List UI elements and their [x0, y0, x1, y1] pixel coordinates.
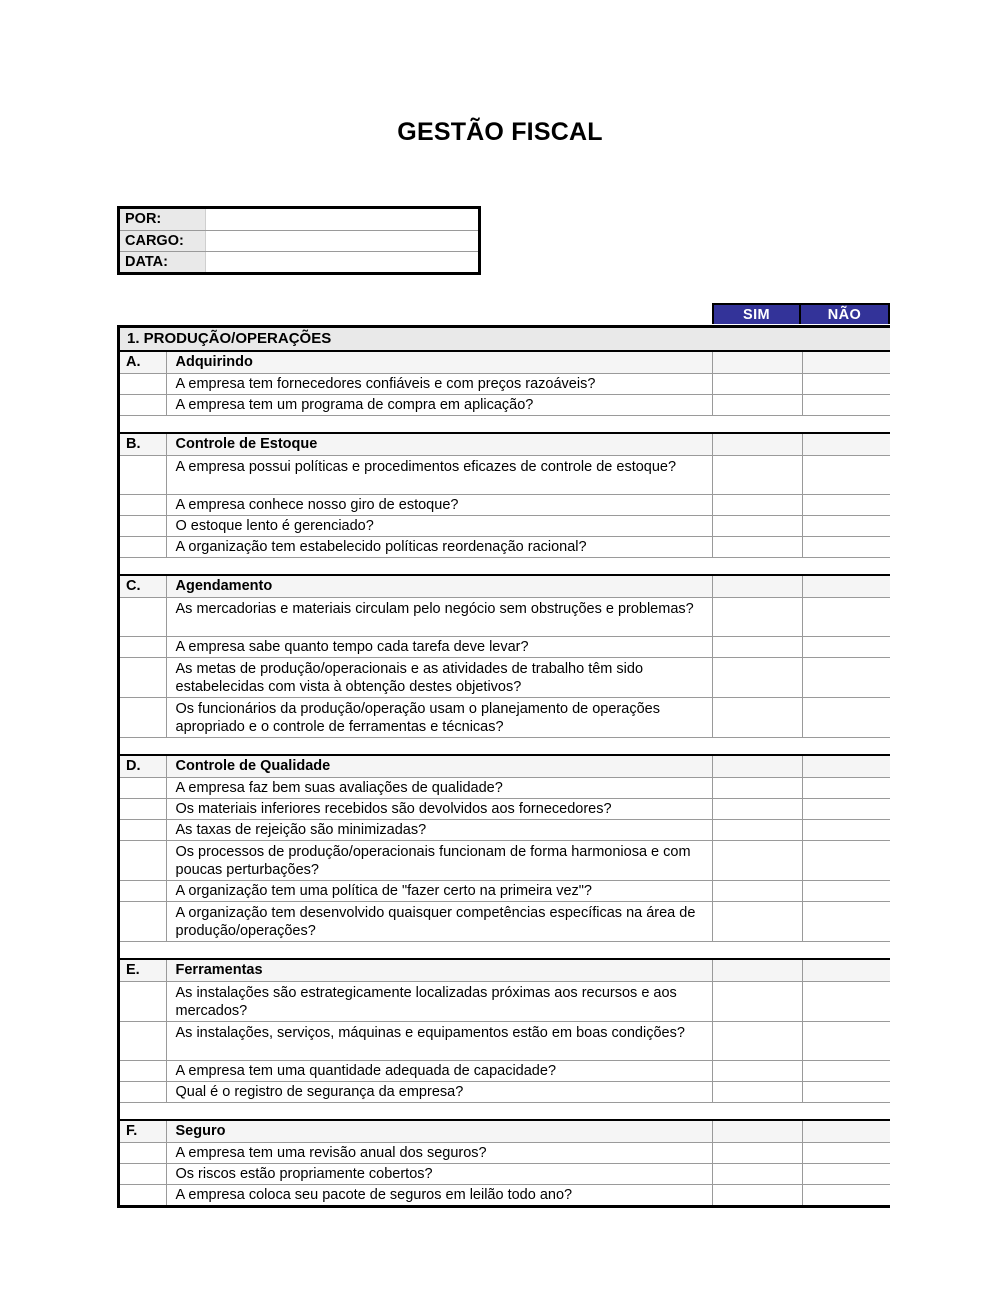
question-letter-cell — [120, 455, 166, 494]
answer-nao-checkbox[interactable] — [802, 880, 890, 901]
subsection-letter: B. — [120, 433, 166, 455]
answer-nao-checkbox[interactable] — [802, 373, 890, 394]
question-text: A empresa conhece nosso giro de estoque? — [166, 494, 712, 515]
question-letter-cell — [120, 1081, 166, 1102]
answer-nao-checkbox[interactable] — [802, 657, 890, 697]
answer-nao-checkbox[interactable] — [802, 1021, 890, 1060]
checklist-body — [120, 328, 890, 1205]
subsection-letter: C. — [120, 575, 166, 597]
answer-header-sim: SIM — [714, 305, 801, 324]
answer-nao-checkbox[interactable] — [802, 515, 890, 536]
subsection-nao-cell[interactable] — [802, 959, 890, 981]
spacer-cell — [120, 557, 890, 575]
answer-sim-checkbox[interactable] — [712, 901, 802, 941]
question-text: As instalações, serviços, máquinas e equipamentos estão em boas condições? — [166, 1021, 712, 1060]
question-row — [120, 536, 890, 557]
question-row — [120, 455, 890, 494]
answer-nao-checkbox[interactable] — [802, 536, 890, 557]
answer-sim-checkbox[interactable] — [712, 515, 802, 536]
subsection-sim-cell[interactable] — [712, 351, 802, 373]
question-text: A empresa tem uma revisão anual dos seguros? — [166, 1142, 712, 1163]
answer-sim-checkbox[interactable] — [712, 819, 802, 840]
question-row — [120, 1142, 890, 1163]
spacer-cell — [120, 941, 890, 959]
question-letter-cell — [120, 1060, 166, 1081]
spacer-row — [120, 557, 890, 575]
answer-sim-checkbox[interactable] — [712, 455, 802, 494]
question-text: Os processos de produção/operacionais funcionam de forma harmoniosa e com poucas perturbações? — [166, 840, 712, 880]
question-row — [120, 1163, 890, 1184]
subsection-letter: E. — [120, 959, 166, 981]
identification-row-por — [120, 209, 478, 230]
question-row — [120, 657, 890, 697]
answer-column-headers — [712, 303, 890, 324]
identification-row-cargo — [120, 230, 478, 251]
question-row — [120, 901, 890, 941]
section-header-row — [120, 328, 890, 351]
question-text: Os materiais inferiores recebidos são devolvidos aos fornecedores? — [166, 798, 712, 819]
question-row — [120, 697, 890, 737]
subsection-header-row — [120, 433, 890, 455]
subsection-nao-cell[interactable] — [802, 755, 890, 777]
answer-sim-checkbox[interactable] — [712, 373, 802, 394]
spacer-row — [120, 1102, 890, 1120]
question-text: Qual é o registro de segurança da empresa? — [166, 1081, 712, 1102]
answer-sim-checkbox[interactable] — [712, 880, 802, 901]
subsection-title: Agendamento — [166, 575, 712, 597]
answer-sim-checkbox[interactable] — [712, 1142, 802, 1163]
subsection-title: Adquirindo — [166, 351, 712, 373]
answer-nao-checkbox[interactable] — [802, 819, 890, 840]
question-letter-cell — [120, 394, 166, 415]
question-row — [120, 981, 890, 1021]
subsection-sim-cell[interactable] — [712, 1120, 802, 1142]
answer-nao-checkbox[interactable] — [802, 1184, 890, 1205]
question-row — [120, 515, 890, 536]
question-row — [120, 840, 890, 880]
checklist-table — [120, 328, 890, 1205]
question-text: As metas de produção/operacionais e as atividades de trabalho têm sido estabelecidas com vista à obtenção destes objetivos? — [166, 657, 712, 697]
question-row — [120, 1021, 890, 1060]
answer-nao-checkbox[interactable] — [802, 981, 890, 1021]
subsection-header-row — [120, 575, 890, 597]
question-letter-cell — [120, 880, 166, 901]
question-letter-cell — [120, 981, 166, 1021]
question-letter-cell — [120, 901, 166, 941]
answer-nao-checkbox[interactable] — [802, 597, 890, 636]
question-text: A empresa tem fornecedores confiáveis e com preços razoáveis? — [166, 373, 712, 394]
question-text: A empresa faz bem suas avaliações de qualidade? — [166, 777, 712, 798]
question-letter-cell — [120, 819, 166, 840]
subsection-sim-cell[interactable] — [712, 959, 802, 981]
spacer-cell — [120, 415, 890, 433]
question-row — [120, 777, 890, 798]
checklist-table-wrapper — [117, 325, 890, 1208]
question-letter-cell — [120, 597, 166, 636]
answer-sim-checkbox[interactable] — [712, 798, 802, 819]
answer-sim-checkbox[interactable] — [712, 657, 802, 697]
spacer-row — [120, 415, 890, 433]
answer-sim-checkbox[interactable] — [712, 597, 802, 636]
answer-nao-checkbox[interactable] — [802, 455, 890, 494]
identification-box — [117, 206, 481, 275]
question-text: A empresa tem uma quantidade adequada de capacidade? — [166, 1060, 712, 1081]
question-letter-cell — [120, 1163, 166, 1184]
answer-sim-checkbox[interactable] — [712, 1060, 802, 1081]
question-text: O estoque lento é gerenciado? — [166, 515, 712, 536]
subsection-nao-cell[interactable] — [802, 433, 890, 455]
spacer-cell — [120, 737, 890, 755]
question-row — [120, 880, 890, 901]
answer-sim-checkbox[interactable] — [712, 636, 802, 657]
answer-sim-checkbox[interactable] — [712, 840, 802, 880]
answer-nao-checkbox[interactable] — [802, 636, 890, 657]
subsection-header-row — [120, 755, 890, 777]
answer-header-nao: NÃO — [801, 305, 888, 324]
spacer-row — [120, 737, 890, 755]
answer-nao-checkbox[interactable] — [802, 1163, 890, 1184]
question-row — [120, 394, 890, 415]
question-text: A empresa coloca seu pacote de seguros em leilão todo ano? — [166, 1184, 712, 1205]
subsection-title: Seguro — [166, 1120, 712, 1142]
question-letter-cell — [120, 840, 166, 880]
question-row — [120, 597, 890, 636]
question-letter-cell — [120, 697, 166, 737]
subsection-title: Controle de Estoque — [166, 433, 712, 455]
question-text: A empresa tem um programa de compra em aplicação? — [166, 394, 712, 415]
question-letter-cell — [120, 1021, 166, 1060]
answer-sim-checkbox[interactable] — [712, 981, 802, 1021]
identification-table — [120, 209, 478, 272]
question-text: As taxas de rejeição são minimizadas? — [166, 819, 712, 840]
answer-sim-checkbox[interactable] — [712, 1163, 802, 1184]
question-text: A empresa possui políticas e procedimentos eficazes de controle de estoque? — [166, 455, 712, 494]
answer-sim-checkbox[interactable] — [712, 1184, 802, 1205]
answer-sim-checkbox[interactable] — [712, 777, 802, 798]
answer-nao-checkbox[interactable] — [802, 777, 890, 798]
identification-field-por[interactable] — [205, 209, 478, 230]
subsection-sim-cell[interactable] — [712, 755, 802, 777]
answer-nao-checkbox[interactable] — [802, 1142, 890, 1163]
question-text: A empresa sabe quanto tempo cada tarefa deve levar? — [166, 636, 712, 657]
subsection-nao-cell[interactable] — [802, 351, 890, 373]
subsection-letter: A. — [120, 351, 166, 373]
subsection-header-row — [120, 1120, 890, 1142]
question-row — [120, 636, 890, 657]
subsection-title: Controle de Qualidade — [166, 755, 712, 777]
identification-field-data[interactable] — [205, 251, 478, 272]
answer-nao-checkbox[interactable] — [802, 840, 890, 880]
answer-nao-checkbox[interactable] — [802, 494, 890, 515]
question-row — [120, 1184, 890, 1205]
question-letter-cell — [120, 657, 166, 697]
subsection-sim-cell[interactable] — [712, 575, 802, 597]
question-row — [120, 798, 890, 819]
answer-nao-checkbox[interactable] — [802, 1060, 890, 1081]
answer-sim-checkbox[interactable] — [712, 1021, 802, 1060]
question-letter-cell — [120, 798, 166, 819]
answer-sim-checkbox[interactable] — [712, 536, 802, 557]
question-row — [120, 1081, 890, 1102]
subsection-nao-cell[interactable] — [802, 1120, 890, 1142]
answer-nao-checkbox[interactable] — [802, 1081, 890, 1102]
section-title: 1. PRODUÇÃO/OPERAÇÕES — [120, 328, 890, 351]
subsection-header-row — [120, 351, 890, 373]
identification-label-cargo: CARGO: — [120, 230, 205, 251]
question-text: A organização tem uma política de "fazer certo na primeira vez"? — [166, 880, 712, 901]
answer-sim-checkbox[interactable] — [712, 394, 802, 415]
question-letter-cell — [120, 636, 166, 657]
question-letter-cell — [120, 373, 166, 394]
subsection-letter: D. — [120, 755, 166, 777]
question-text: As instalações são estrategicamente localizadas próximas aos recursos e aos mercados? — [166, 981, 712, 1021]
subsection-nao-cell[interactable] — [802, 575, 890, 597]
answer-nao-checkbox[interactable] — [802, 697, 890, 737]
answer-sim-checkbox[interactable] — [712, 1081, 802, 1102]
subsection-letter: F. — [120, 1120, 166, 1142]
identification-row-data — [120, 251, 478, 272]
question-letter-cell — [120, 1142, 166, 1163]
question-letter-cell — [120, 777, 166, 798]
subsection-header-row — [120, 959, 890, 981]
question-text: A organização tem desenvolvido quaisquer competências específicas na área de produção/operações? — [166, 901, 712, 941]
question-letter-cell — [120, 536, 166, 557]
answer-sim-checkbox[interactable] — [712, 697, 802, 737]
page-title: GESTÃO FISCAL — [397, 118, 603, 146]
spacer-cell — [120, 1102, 890, 1120]
question-text: As mercadorias e materiais circulam pelo negócio sem obstruções e problemas? — [166, 597, 712, 636]
answer-nao-checkbox[interactable] — [802, 798, 890, 819]
subsection-title: Ferramentas — [166, 959, 712, 981]
subsection-sim-cell[interactable] — [712, 433, 802, 455]
spacer-row — [120, 941, 890, 959]
identification-label-data: DATA: — [120, 251, 205, 272]
answer-nao-checkbox[interactable] — [802, 394, 890, 415]
question-letter-cell — [120, 515, 166, 536]
question-row — [120, 494, 890, 515]
question-row — [120, 1060, 890, 1081]
question-text: Os funcionários da produção/operação usam o planejamento de operações apropriado e o controle de ferramentas e técnicas? — [166, 697, 712, 737]
question-text: A organização tem estabelecido políticas reordenação racional? — [166, 536, 712, 557]
question-text: Os riscos estão propriamente cobertos? — [166, 1163, 712, 1184]
question-letter-cell — [120, 1184, 166, 1205]
identification-field-cargo[interactable] — [205, 230, 478, 251]
identification-rows — [120, 209, 478, 272]
question-row — [120, 373, 890, 394]
answer-nao-checkbox[interactable] — [802, 901, 890, 941]
identification-label-por: POR: — [120, 209, 205, 230]
question-letter-cell — [120, 494, 166, 515]
question-row — [120, 819, 890, 840]
answer-sim-checkbox[interactable] — [712, 494, 802, 515]
